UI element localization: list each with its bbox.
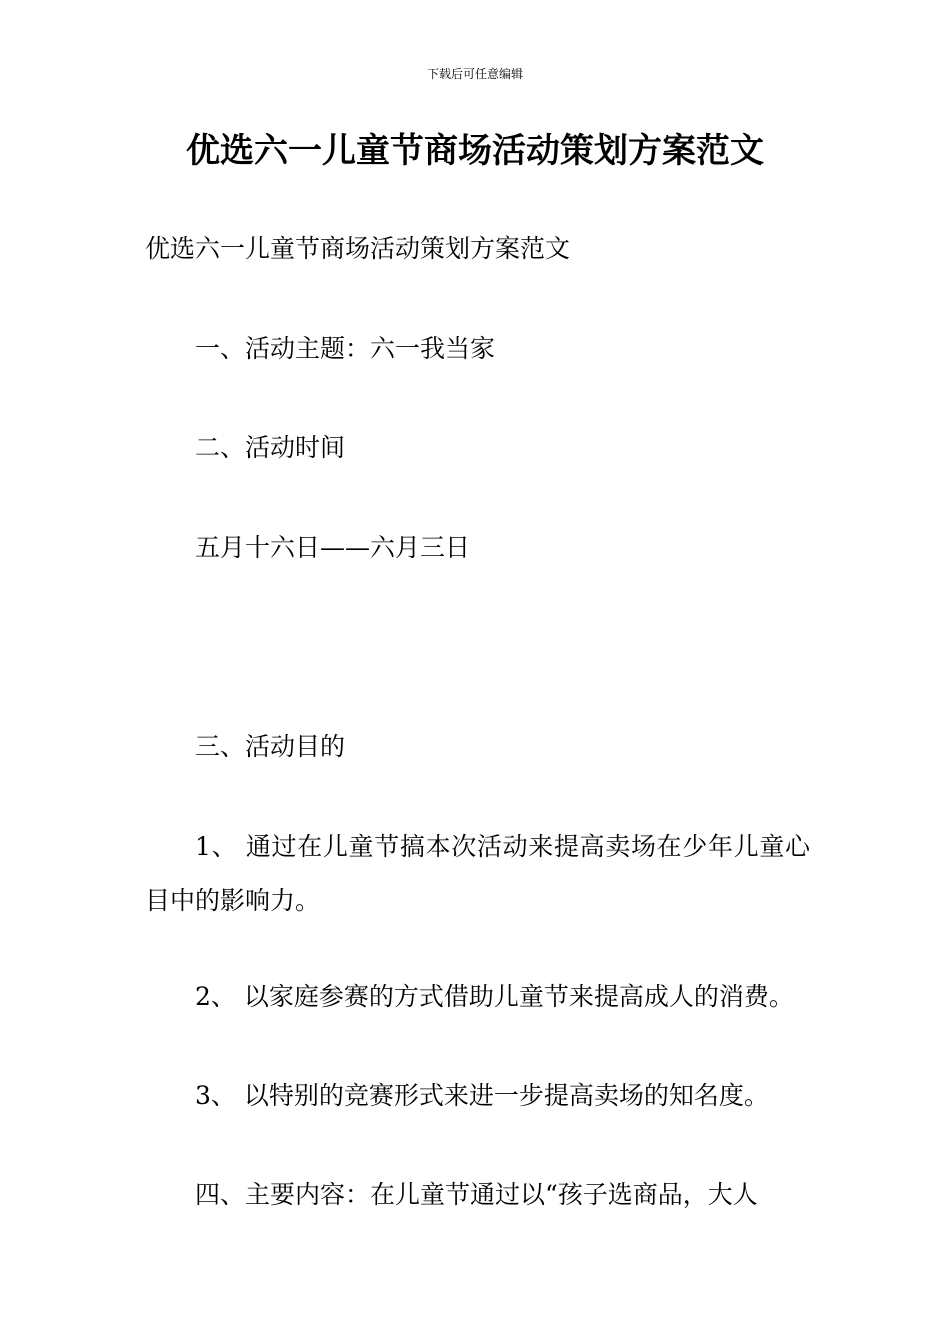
- section-purpose-heading: 三、活动目的: [195, 732, 346, 761]
- purpose-item-3: 3、 以特别的竞赛形式来进一步提高卖场的知名度。: [195, 1081, 769, 1110]
- document-subtitle: 优选六一儿童节商场活动策划方案范文: [145, 234, 571, 263]
- purpose-item-1: 1、 通过在儿童节搞本次活动来提高卖场在少年儿童心目中的影响力。: [145, 832, 810, 915]
- section-time-value: 五月十六日——六月三日: [195, 533, 471, 562]
- purpose-item-2: 2、 以家庭参赛的方式借助儿童节来提高成人的消费。: [195, 982, 794, 1011]
- document-title: 优选六一儿童节商场活动策划方案范文: [186, 131, 764, 171]
- section-theme: 一、活动主题：六一我当家: [195, 334, 496, 363]
- section-content: 四、主要内容：在儿童节通过以“孩子选商品，大人: [195, 1180, 758, 1209]
- section-time-heading: 二、活动时间: [195, 433, 346, 462]
- page-header-note: 下载后可任意编辑: [426, 67, 523, 81]
